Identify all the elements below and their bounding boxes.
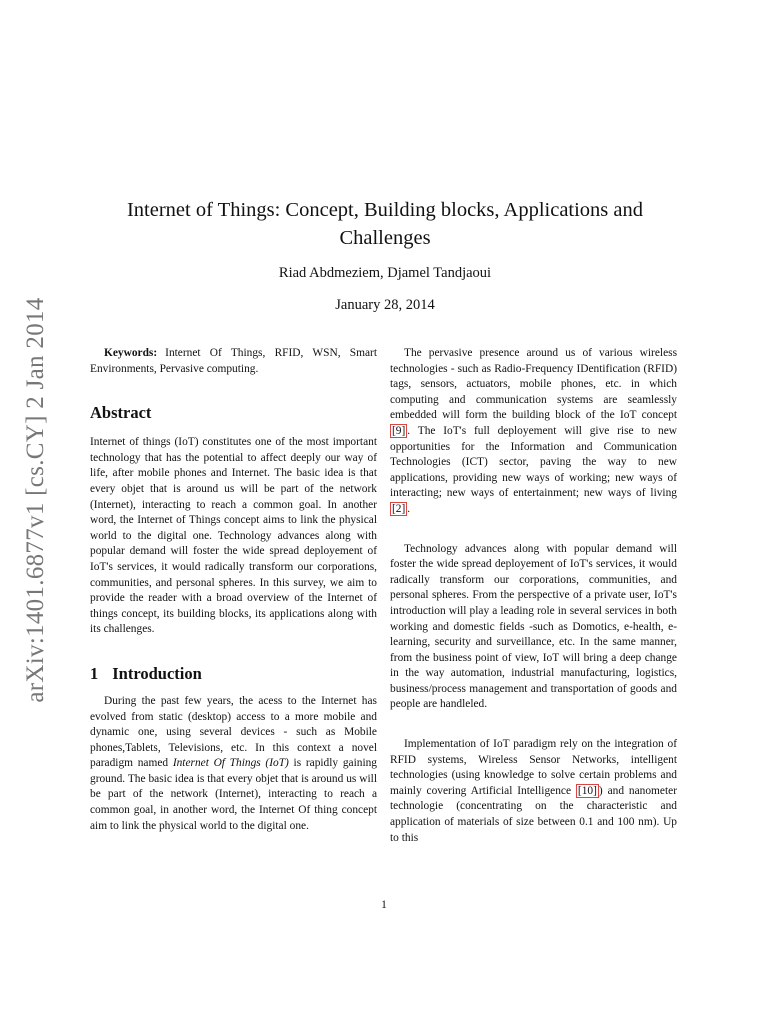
body-text-part: The pervasive presence around us of various wireless technologies - such as Radio-Frequency IDentification (RFID) tags, sensors, actuators, mobile phones, etc. in which computing and communication systems are seamlessly embedded will form the building block of the IoT concept <box>390 347 677 422</box>
keywords-text: Internet Of Things, RFID, WSN, Smart Environments, Pervasive computing. <box>90 347 377 375</box>
paper-title: Internet of Things: Concept, Building blocks, Applications and Challenges <box>126 199 644 249</box>
body-text-part: . The IoT's full deployement will give rise to new opportunities for the Information and Communication Technologies (ICT) sector, paving the way to new applications, providing new ways of working; new ways of interacting; new ways of entertainment; new ways of living <box>390 424 677 500</box>
abstract-heading: Abstract <box>90 403 152 423</box>
technology-paragraph: Technology advances along with popular demand will foster the wide spread deployement of IoT's services, it would radically transform our corporations, communities, and personal spheres. From the perspective of a private user, IoT's introduction will play a leading role in several services in both working and domestic fields -such as Domotics, e-health, e-learning, security and surveillance, etc. In the same manner, from the business point of view, IoT will bring a deep change in the way automation, industrial manufacturing, logistics, business/process management and transportation of goods and people are handleled. <box>390 542 677 711</box>
citation-link[interactable]: [10] <box>577 784 597 797</box>
section-number: 1 <box>90 663 99 683</box>
body-text-part: . <box>407 502 411 515</box>
body-text-part: Implementation of IoT paradigm rely on the integration of RFID systems, Wireless Sensor Networks, intelligent technologies (using knowledge to solve certain problems and mainly covering Artificial Intelligence <box>390 738 677 797</box>
introduction-heading <box>90 664 377 684</box>
introduction-paragraph <box>90 694 377 834</box>
author-list: Riad Abdmeziem, Djamel Tandjaoui <box>278 265 492 281</box>
section-title: Introduction <box>112 663 202 683</box>
citation-link[interactable]: [2] <box>392 502 406 515</box>
keywords-label: Keywords: <box>104 347 158 359</box>
intro-text-part: During the past few years, the acess to the Internet has evolved from static (desktop) access to a more mobile and dynamic one, using several devices - such as Mobile phones,Tablets, Televisions, etc. In this context a novel paradigm named <box>90 694 377 770</box>
pervasive-paragraph <box>390 346 677 518</box>
intro-emphasis: Internet Of Things (IoT) <box>172 757 289 770</box>
publication-date: January 28, 2014 <box>335 297 435 313</box>
left-column <box>90 346 377 834</box>
body-text-part: ) and nanometer technologie (concentrating on the characteristic and application of materials of size between 0.1 and 100 nm). Up to this <box>390 784 677 844</box>
abstract-text: Internet of things (IoT) constitutes one of the most important technology that has the potential to affect deeply our way of life, after mobile phones and Internet. The basic idea is that every objet that is around us will be part of the network (Internet), interacting to reach a common goal. In another word, the Internet of Things concept aims to link the physical world to the digital one. Technology advances along with popular demand will foster the wide spread deployement of IoT's services, it would radically transform our corporations, communities, and personal spheres. In this survey, we aim to provide the reader with a broad overview of the Internet of things concept, its building blocks, its applications along with its challenges. <box>90 436 377 636</box>
page-number: 1 <box>381 899 387 911</box>
arxiv-identifier: arXiv:1401.6877v1 [cs.CY] 2 Jan 2014 <box>22 297 49 703</box>
keywords-paragraph <box>90 346 377 377</box>
implementation-paragraph <box>390 737 677 846</box>
right-column <box>390 346 677 846</box>
citation-link[interactable]: [9] <box>392 424 406 437</box>
intro-text-part: is rapidly gaining ground. The basic idea is that every objet that is around us will be part of the network (Internet), interacting to reach a common goal, in another word, the Internet Of thing concept aim to link the physical world to the digital one. <box>90 757 377 832</box>
